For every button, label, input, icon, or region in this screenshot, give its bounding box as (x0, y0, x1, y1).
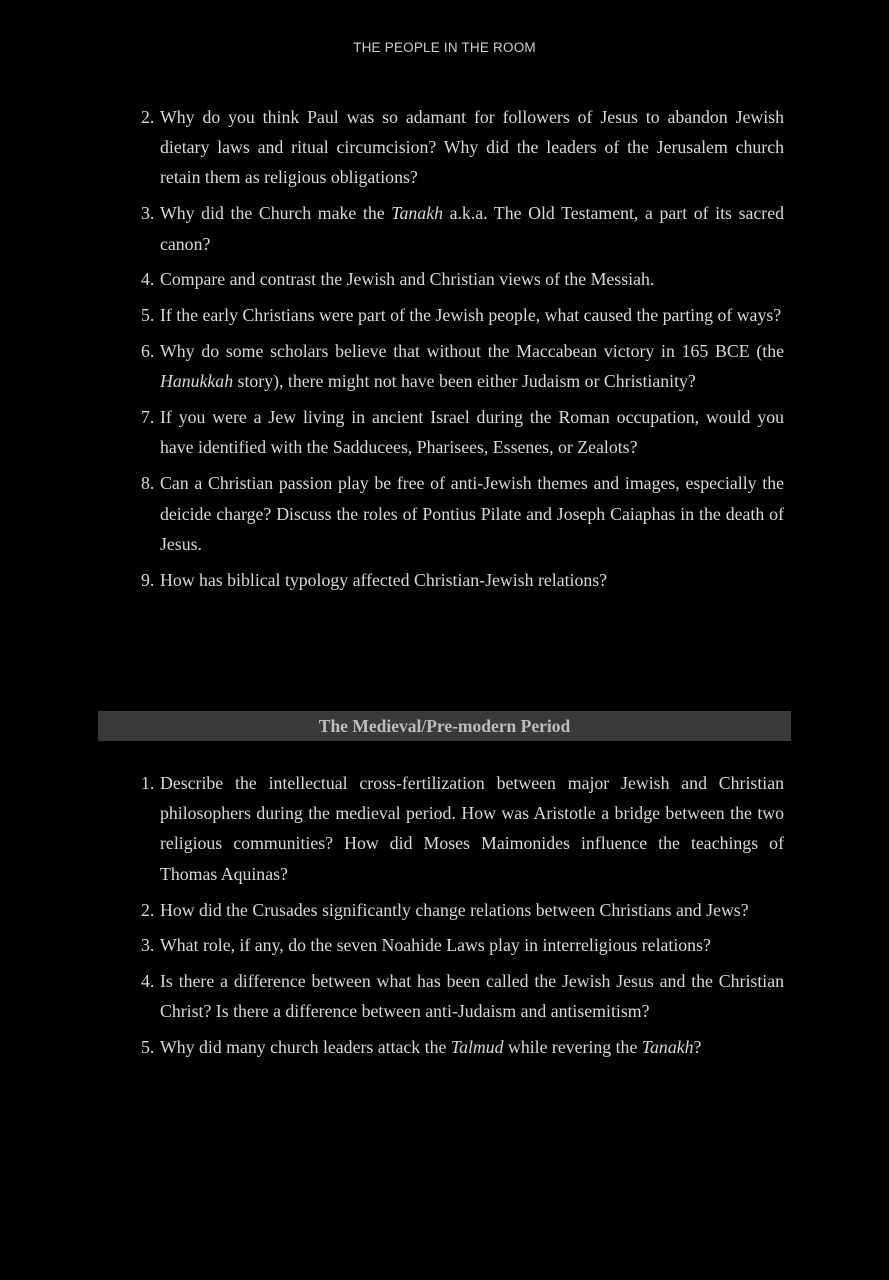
question-item (141, 198, 784, 258)
question-item (141, 930, 784, 960)
question-text (160, 930, 784, 960)
question-number: 1. (141, 773, 155, 793)
question-number: 7. (141, 407, 155, 428)
question-text-run: Why do you think Paul was so adamant for followers of Jesus to abandon Jewish dietary laws and ritual circumcision? Why did the leaders of the Jerusalem church retain them as religious obligations? (160, 107, 784, 188)
question-text (160, 966, 784, 1026)
question-item (141, 336, 784, 396)
question-item (141, 895, 784, 925)
question-text (160, 895, 784, 925)
question-text-run: ? (693, 1037, 702, 1058)
question-text-run: Why did many church leaders attack the (160, 1037, 451, 1058)
question-text (160, 768, 784, 889)
question-text (160, 102, 784, 193)
question-item (141, 102, 784, 193)
question-item (141, 1032, 784, 1062)
italic-title: Tanakh (641, 1037, 694, 1058)
question-text-run: a.k.a. The Old Testament, a part of its sacred canon? (160, 203, 784, 254)
question-item (141, 768, 784, 889)
question-text-run: How has biblical typology affected Christian-Jewish relations? (160, 569, 608, 590)
question-text (160, 198, 784, 258)
question-text (160, 565, 784, 595)
question-number: 6. (141, 341, 155, 362)
question-item (141, 565, 784, 595)
question-text-run: How did the Crusades significantly change relations between Christians and Jews? (160, 899, 749, 920)
question-number: 4. (141, 269, 155, 290)
question-number: 8. (141, 473, 155, 494)
running-header: THE PEOPLE IN THE ROOM (353, 40, 536, 55)
question-item (141, 966, 784, 1026)
question-text-run: Why did the Church make the (160, 203, 392, 224)
question-text-run: while revering the (503, 1037, 642, 1058)
question-text-run: Can a Christian passion play be free of anti-Jewish themes and images, especially the deicide charge? Discuss the roles of Pontius Pilate and Joseph Caiaphas in the death of Jesus. (160, 473, 784, 554)
question-item (141, 402, 784, 462)
question-text-run: If the early Christians were part of the Jewish people, what caused the parting of ways? (160, 305, 782, 326)
question-number: 5. (141, 305, 155, 326)
discussion-questions-list (141, 102, 784, 601)
question-text (160, 300, 784, 330)
question-number: 3. (141, 203, 155, 224)
question-item (141, 264, 784, 294)
question-text-run: What role, if any, do the seven Noahide Laws play in interreligious relations? (160, 935, 711, 956)
question-text (160, 1032, 784, 1062)
italic-title: Talmud (450, 1037, 504, 1058)
section-heading-medieval: The Medieval/Pre-modern Period (98, 711, 791, 741)
question-number: 2. (141, 107, 155, 127)
question-text-run: story), there might not have been either Judaism or Christianity? (233, 371, 696, 392)
question-text-run: Why do some scholars believe that without the Maccabean victory in 165 BCE (the (160, 341, 784, 362)
question-number: 2. (141, 899, 155, 920)
question-item (141, 300, 784, 330)
italic-title: Tanakh (391, 203, 443, 224)
question-text (160, 336, 784, 396)
question-text-run: Describe the intellectual cross-fertilization between major Jewish and Christian philosophers during the medieval period. How was Aristotle a bridge between the two religious communities? How did Moses Maimonides influence the teachings of Thomas Aquinas? (160, 773, 784, 884)
question-item (141, 468, 784, 559)
medieval-questions-list (141, 768, 784, 1068)
question-number: 3. (141, 935, 155, 956)
question-number: 9. (141, 569, 155, 590)
italic-title: Hanukkah (160, 371, 234, 392)
question-text-run: Is there a difference between what has been called the Jewish Jesus and the Christian Christ? Is there a difference between anti-Judaism and antisemitism? (160, 971, 784, 1022)
question-number: 5. (141, 1037, 155, 1058)
question-text (160, 468, 784, 559)
question-text (160, 264, 784, 294)
question-text-run: If you were a Jew living in ancient Israel during the Roman occupation, would you have identified with the Sadducees, Pharisees, Essenes, or Zealots? (160, 407, 784, 458)
question-text-run: Compare and contrast the Jewish and Christian views of the Messiah. (160, 269, 655, 290)
question-number: 4. (141, 971, 155, 992)
question-text (160, 402, 784, 462)
